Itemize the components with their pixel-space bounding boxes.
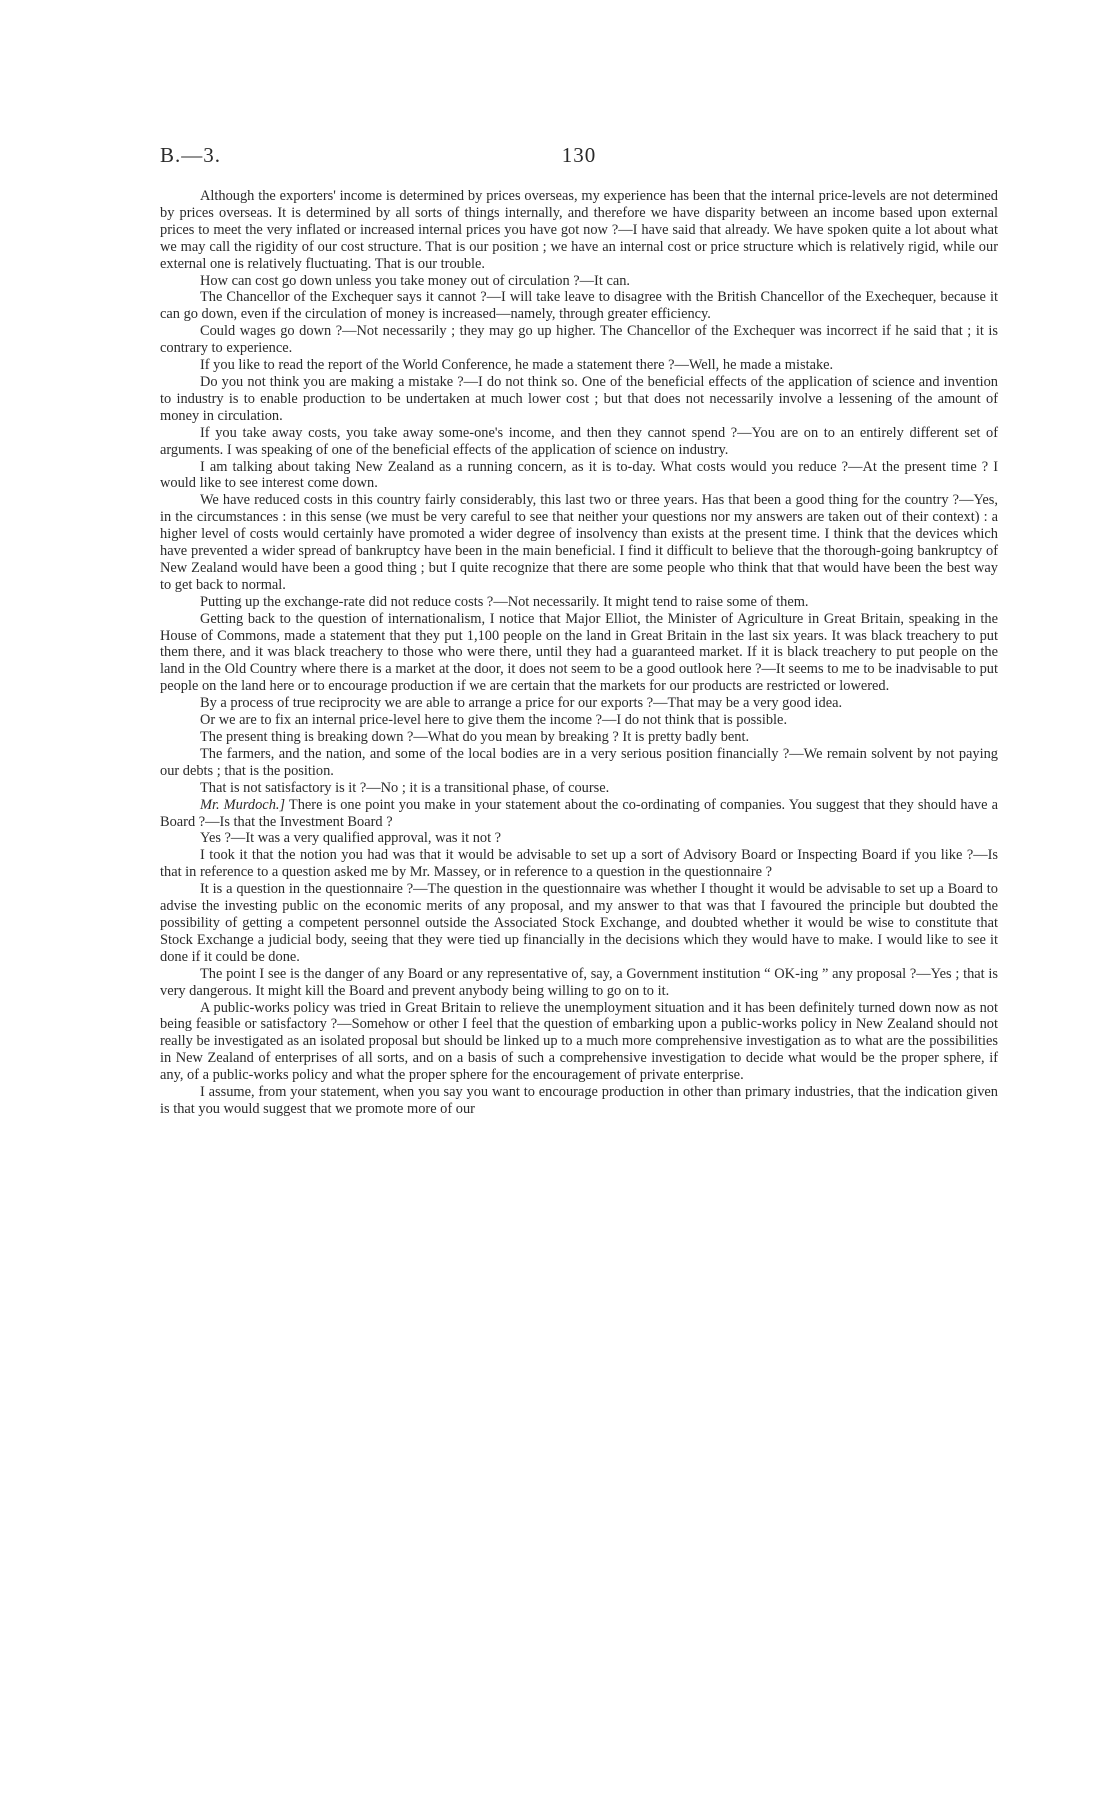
paragraph-text: I assume, from your statement, when you say you want to encourage production in other than primary industries, that the indication given is that you would suggest that we promote more of our <box>160 1084 998 1117</box>
paragraph <box>160 492 998 593</box>
paragraph <box>160 289 998 323</box>
paragraph <box>160 881 998 966</box>
paragraph <box>160 1084 998 1118</box>
paragraph <box>160 357 998 374</box>
paragraph-text: We have reduced costs in this country fairly considerably, this last two or three years. Has that been a good thing for the country ?—Yes, in the circumstances : in this sense (we must be very careful to see that neither your questions nor my answers are taken out of their context) : a higher level of costs would certainly have promoted a wider degree of insolvency than exists at the present time. I think that the devices which have prevented a wider spread of bankruptcy have been in the main beneficial. I find it difficult to believe that the thorough-going bankruptcy of New Zealand would have been a good thing ; but I quite recognize that there are some people who think that that would have been the best way to get back to normal. <box>160 492 998 593</box>
paragraph <box>160 273 998 290</box>
paragraph-text: Do you not think you are making a mistake ?—I do not think so. One of the beneficial effects of the application of science and invention to industry is to enable production to be undertaken at much lower cost ; but that does not necessarily involve a lessening of the amount of money in circulation. <box>160 373 998 424</box>
paragraph-text: I took it that the notion you had was that it would be advisable to set up a sort of Advisory Board or Inspecting Board if you like ?—Is that in reference to a question asked me by Mr. Massey, or in reference to a question in the questionnaire ? <box>160 847 998 881</box>
paragraph-text: Could wages go down ?—Not necessarily ; they may go up higher. The Chancellor of the Exchequer was incorrect if he said that ; it is contrary to experience. <box>160 323 998 357</box>
paragraph <box>160 830 998 847</box>
paragraph-text: How can cost go down unless you take money out of circulation ?—It can. <box>200 272 631 289</box>
paragraph <box>160 712 998 729</box>
paragraph <box>160 611 998 696</box>
paragraph-text: Although the exporters' income is determined by prices overseas, my experience has been that the internal price-levels are not determined by prices overseas. It is determined by all sorts of things internally, and therefore we have disparity between an income based upon external prices to meet the very inflated or increased internal prices you have got now ?—I have said that already. We have spoken quite a lot about what we may call the rigidity of our cost structure. That is our position ; we have an internal cost or price structure which is relatively rigid, while our external one is relatively fluctuating. That is our trouble. <box>160 188 998 272</box>
series-reference: B.—3. <box>160 143 222 167</box>
paragraph-text: The Chancellor of the Exchequer says it cannot ?—I will take leave to disagree with the British Chancellor of the Exechequer, because it can go down, even if the circulation of money is increased—namely, through greater efficiency. <box>160 289 998 323</box>
paragraph <box>160 459 998 493</box>
body-text <box>160 188 998 1118</box>
paragraph-text: Yes ?—It was a very qualified approval, was it not ? <box>200 830 502 847</box>
paragraph-text: It is a question in the questionnaire ?—The question in the questionnaire was whether I thought it would be advisable to set up a Board to advise the investing public on the economic merits of any proposal, and my answer to that was that I favoured the principle but doubted the possibility of getting a competent personnel outside the Associated Stock Exchange, and doubted whether it would be wise to constitute that Stock Exchange a judicial body, seeing that they were tied up financially in the decisions which they would have to make. I would like to see it done if it could be done. <box>160 881 998 965</box>
page-header <box>160 143 998 177</box>
paragraph-text: The farmers, and the nation, and some of the local bodies are in a very serious position financially ?—We remain solvent by not paying our debts ; that is the position. <box>160 745 998 779</box>
paragraph <box>160 746 998 780</box>
paragraph-text: I am talking about taking New Zealand as a running concern, as it is to-day. What costs would you reduce ?—At the present time ? I would like to see interest come down. <box>160 458 998 492</box>
paragraph <box>160 797 998 831</box>
speaker-label: Mr. Murdoch.] <box>200 796 286 813</box>
paragraph <box>160 594 998 611</box>
paragraph-text: Or we are to fix an internal price-level here to give them the income ?—I do not think that is possible. <box>200 712 788 729</box>
paragraph <box>160 729 998 746</box>
paragraph <box>160 780 998 797</box>
paragraph <box>160 188 998 273</box>
paragraph <box>160 323 998 357</box>
paragraph <box>160 374 998 425</box>
paragraph <box>160 425 998 459</box>
paragraph <box>160 847 998 881</box>
paragraph-text: By a process of true reciprocity we are able to arrange a price for our exports ?—That may be a very good idea. <box>200 695 843 712</box>
paragraph-text: Putting up the exchange-rate did not reduce costs ?—Not necessarily. It might tend to raise some of them. <box>200 593 809 610</box>
paragraph <box>160 1000 998 1085</box>
paragraph <box>160 695 998 712</box>
paragraph-text: If you take away costs, you take away some-one's income, and then they cannot spend ?—You are on to an entirely different set of arguments. I was speaking of one of the beneficial effects of the application of science on industry. <box>160 424 998 458</box>
paragraph <box>160 966 998 1000</box>
paragraph-text: The point I see is the danger of any Board or any representative of, say, a Government institution “ OK-ing ” any proposal ?—Yes ; that is very dangerous. It might kill the Board and prevent anybody being willing to go on to it. <box>160 965 998 999</box>
paragraph-text: If you like to read the report of the World Conference, he made a statement there ?—Well, he made a mistake. <box>200 357 834 374</box>
paragraph-text: Getting back to the question of internationalism, I notice that Major Elliot, the Minister of Agriculture in Great Britain, speaking in the House of Commons, made a statement that they put 1,100 people on the land in Great Britain in the last six years. It was black treachery to put them there, and it was black treachery to those who were there, until they had a guaranteed market. If it is black treachery to put people on the land in the Old Country where there is a market at the door, it does not seem to be a good outlook here ?—It seems to me to be inadvisable to put people on the land here or to encourage production if we are certain that the markets for our products are restricted or lowered. <box>160 610 998 695</box>
page-number: 130 <box>561 143 597 167</box>
paragraph-text: A public-works policy was tried in Great Britain to relieve the unemployment situation and it has been definitely turned down now as not being feasible or satisfactory ?—Somehow or other I feel that the question of embarking upon a public-works policy in New Zealand should not really be investigated as an isolated proposal but should be linked up to a much more comprehensive investigation as to what are the possibilities in New Zealand of enterprises of all sorts, and on a basis of such a comprehensive investigation to decide what would be the proper sphere, if any, of a public-works policy and what the proper sphere for the encouragement of private enterprise. <box>160 999 998 1084</box>
paragraph-text: There is one point you make in your statement about the co-ordinating of companies. You suggest that they should have a Board ?—Is that the Investment Board ? <box>160 796 998 830</box>
paragraph-text: The present thing is breaking down ?—What do you mean by breaking ? It is pretty badly bent. <box>200 729 750 745</box>
paragraph-text: That is not satisfactory is it ?—No ; it is a transitional phase, of course. <box>200 779 610 796</box>
